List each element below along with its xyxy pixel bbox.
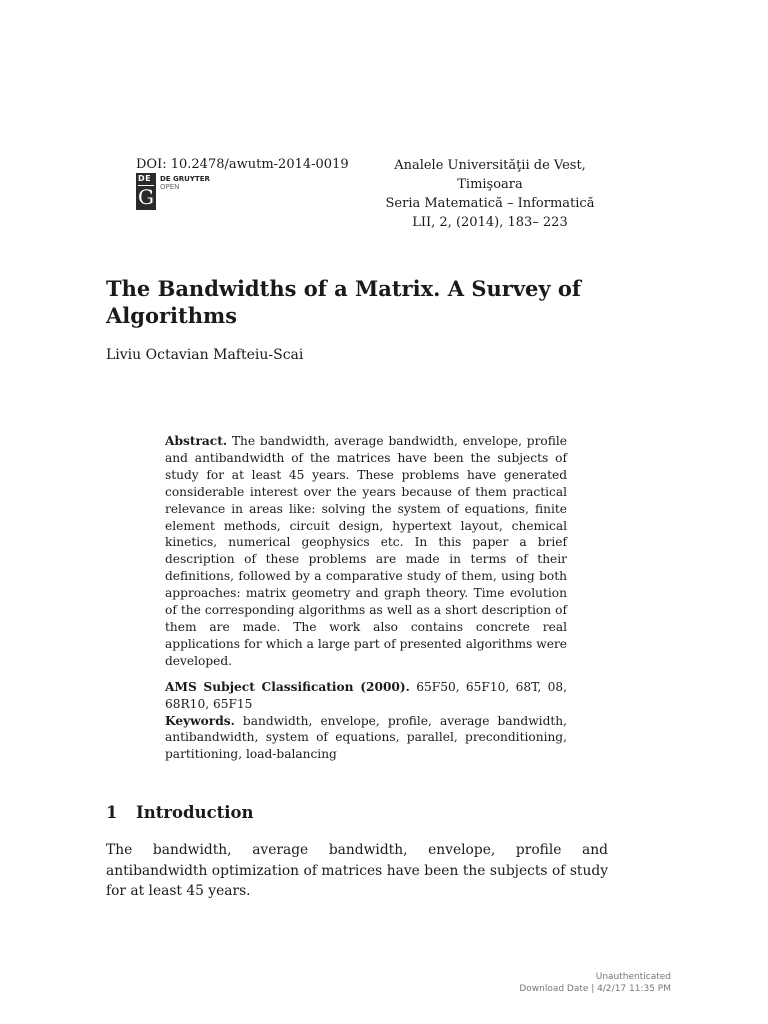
abstract-label: Abstract. xyxy=(165,434,228,448)
journal-line: Seria Matematică – Informatică xyxy=(385,196,595,211)
journal-line: Timişoara xyxy=(457,177,523,192)
journal-line: Analele Universităţii de Vest, xyxy=(394,158,586,173)
publisher-sub: OPEN xyxy=(160,183,180,191)
section-title: Introduction xyxy=(136,803,254,822)
abstract-paragraph xyxy=(165,433,567,670)
publisher-logo-mark xyxy=(136,173,156,210)
publisher-logo xyxy=(136,173,256,211)
section-number: 1 xyxy=(106,803,118,822)
ams-classification xyxy=(165,679,567,713)
keywords xyxy=(165,713,567,764)
download-footer xyxy=(519,971,671,995)
intro-paragraph: The bandwidth, average bandwidth, envelope, profile and antibandwidth optimization of matrices have been the subjects of study for at least 45 years. xyxy=(106,842,608,899)
paper-author: Liviu Octavian Mafteiu-Scai xyxy=(106,347,304,363)
abstract-text: The bandwidth, average bandwidth, envelope, profile and antibandwidth of the matrices have been the subjects of study for at least 45 years. These problems have generated considerable interest over the years because of them practical relevance in areas like: solving the system of equations, finite element methods, circuit design, hypertext layout, chemical kinetics, numerical geophysics etc. In this paper a brief description of these problems are made in terms of their definitions, followed by a comparative study of them, using both approaches: matrix geometry and graph theory. Time evolution of the corresponding algorithms as well as a short description of them are made. The work also contains concrete real applications for which a large part of presented algorithms were developed. xyxy=(165,434,568,668)
paper-title: The Bandwidths of a Matrix. A Survey of Algorithms xyxy=(106,276,581,328)
journal-line: LII, 2, (2014), 183– 223 xyxy=(412,215,568,230)
doi-line: DOI: 10.2478/awutm-2014-0019 xyxy=(136,157,349,172)
section-heading xyxy=(106,803,254,823)
abstract-block xyxy=(165,433,567,763)
download-date: Download Date | 4/2/17 11:35 PM xyxy=(519,984,671,994)
ams-label: AMS Subject Classification (2000). xyxy=(165,679,410,694)
logo-box-top: DE xyxy=(138,174,152,183)
publisher-logo-text xyxy=(160,175,210,191)
keywords-text: bandwidth, envelope, profile, average bandwidth, antibandwidth, system of equations, parallel, preconditioning, partitioning, load-balancing xyxy=(165,713,567,762)
publisher-name: DE GRUYTER xyxy=(160,175,210,183)
journal-info xyxy=(380,156,600,232)
auth-status: Unauthenticated xyxy=(595,972,671,982)
ams-text: 65F50, 65F10, 68T, 08, 68R10, 65F15 xyxy=(165,679,567,711)
logo-box-letter: G xyxy=(138,185,154,209)
keywords-label: Keywords. xyxy=(165,713,235,728)
